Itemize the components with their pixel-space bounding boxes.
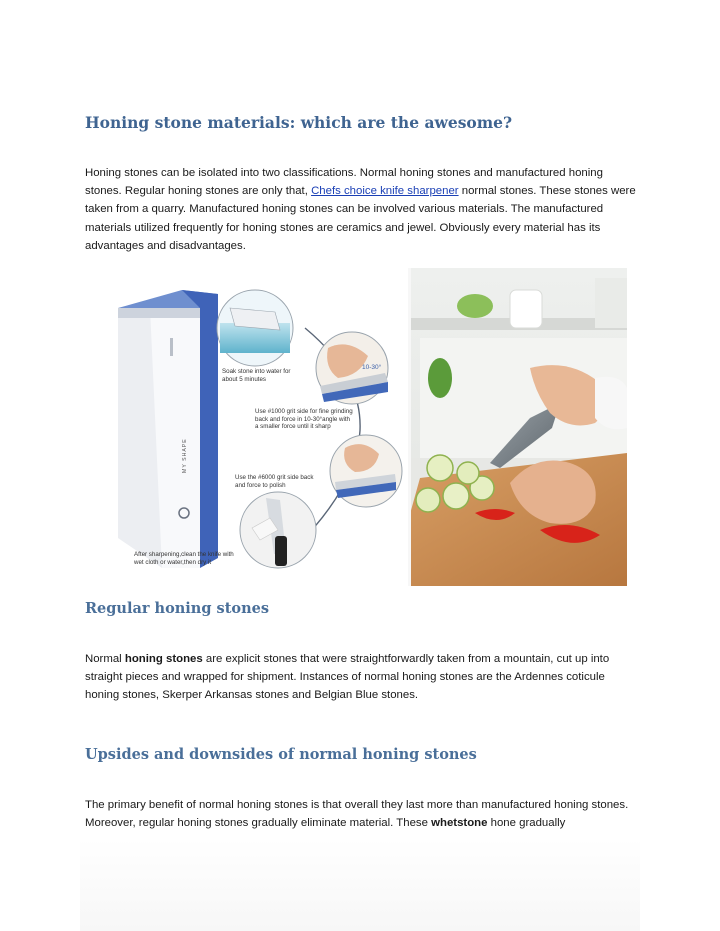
step-circle-soak: [217, 290, 293, 366]
heading-upsides-downsides: Upsides and downsides of normal honing stones: [85, 746, 477, 763]
angle-label: 10-30°: [362, 364, 382, 371]
paragraph-classifications: [85, 164, 640, 255]
stone-brand-text: MY SHAPE: [182, 438, 188, 473]
paragraph-benefits: [85, 796, 640, 832]
sharpening-instructions-image: [90, 268, 627, 586]
heading-honing-stone-materials: Honing stone materials: which are the awesome?: [85, 113, 513, 132]
para2-text-before: Normal: [85, 653, 125, 665]
paragraph-regular-stones: [85, 650, 640, 705]
step-circle-clean: [240, 492, 316, 568]
heading-regular-honing-stones: Regular honing stones: [85, 600, 270, 617]
sharpening-illustration: [90, 268, 627, 586]
callout-clean: After sharpening,clean the knife with wet cloth or water,then dry it: [134, 551, 234, 566]
para2-bold-term: honing stones: [124, 653, 203, 665]
para1-text-after: normal stones. These stones were taken from a quarry. Manufactured honing stones can be involved various materials. The manufactured materials utilized frequently for honing stones are ceramics and jewel. Obviously every material has its advantages and disadvantages.: [85, 185, 636, 252]
para3-bold-term: whetstone: [431, 817, 488, 830]
para3-text-before: The primary benefit of normal honing stones is that overall they last more than manufactured honing stones. Moreover, regular honing stones gradually eliminate material. These: [85, 799, 629, 830]
para2-text-after: are explicit stones that were straightforwardly taken from a mountain, cut up into straight pieces and wrapped for shipment. Instances of normal honing stones are the Ardennes coticule honing stones, Skerper Arkansas stones and Belgian Blue stones.: [85, 653, 610, 702]
para1-text-before: Honing stones can be isolated into two classifications. Normal honing stones and manufactured honing stones. Regular honing stones are only that,: [85, 167, 603, 198]
whetstone-block: [118, 290, 218, 568]
callout-soak: Soak stone into water for about 5 minutes: [222, 368, 291, 383]
callout-grind: Use #1000 grit side for fine grinding back and force in 10-30°angle with a smaller force until it sharp: [255, 408, 353, 431]
step-circle-polish: [330, 435, 402, 507]
para3-text-after: hone gradually: [487, 817, 566, 830]
chefs-choice-link[interactable]: Chefs choice knife sharpener: [311, 185, 459, 198]
page-bottom-fade: [80, 838, 640, 931]
callout-polish: Use the #6000 grit side back and force to polish: [235, 474, 314, 489]
